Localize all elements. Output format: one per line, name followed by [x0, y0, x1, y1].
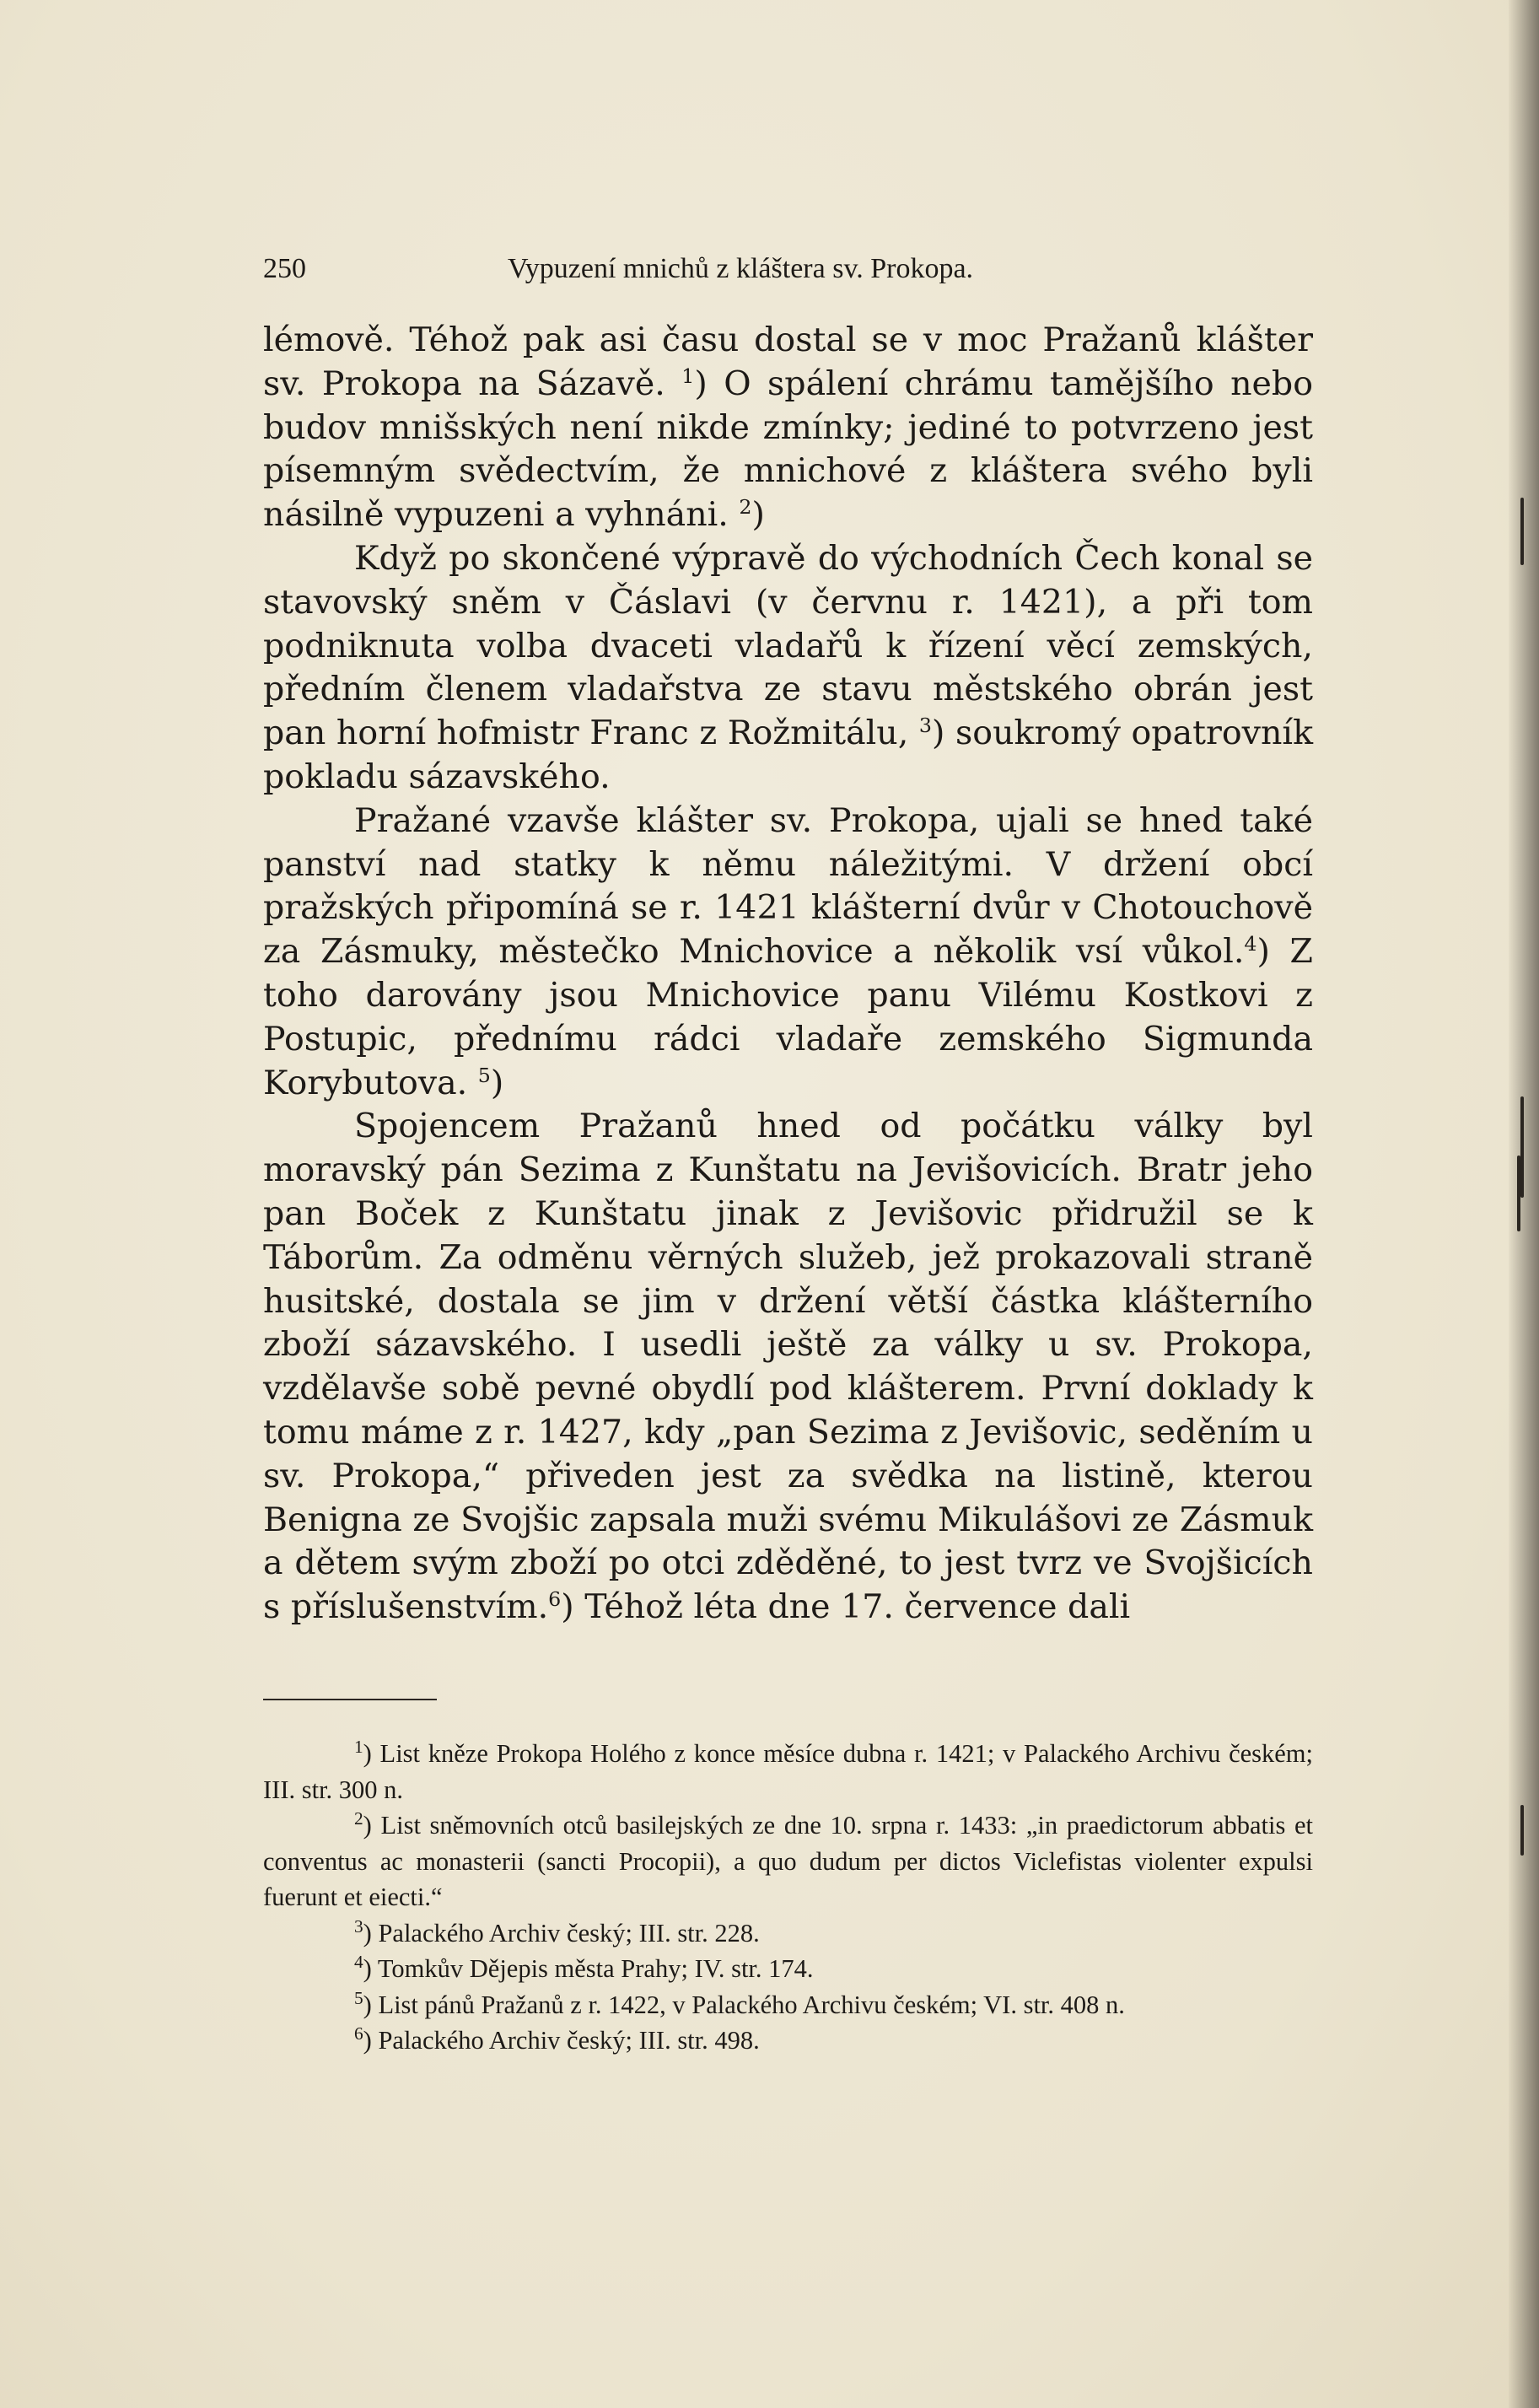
- footnote-number: 2: [354, 1807, 363, 1829]
- footnote-text: ) List kněze Prokopa Holého z konce měsíce dubna r. 1421; v Palackého Archivu českém; III. str. 300 n.: [263, 1739, 1313, 1804]
- paragraph-text: ) O spálení chrámu tamějšího nebo budov mnišských není nikde zmínky; jediné to potvrzeno jest písemným svědectvím, že mnichové z kláštera svého byli násilně vypuzeni a vyhnáni.: [263, 364, 1313, 535]
- paragraph-text: Když po skončené výpravě do východních Čech konal se stavovský sněm v Čáslavi (v červnu r. 1421), a při tom podniknuta volba dvaceti vladařů k řízení věcí zemských, předním členem vladařstva ze stavu městského obrán jest pan horní hofmistr Franc z Rožmitálu,: [263, 538, 1313, 753]
- running-title: Vypuzení mnichů z kláštera sv. Prokopa.: [508, 253, 974, 284]
- paragraph: [263, 537, 1313, 800]
- paragraph-text: lémově. Téhož pak asi času dostal se v moc Pražanů klášter sv. Prokopa na Sázavě.: [263, 321, 1313, 403]
- footnote: [263, 1736, 1313, 1807]
- paragraph-text: Spojencem Pražanů hned od počátku války byl moravský pán Sezima z Kunštatu na Jevišovicích. Bratr jeho pan Boček z Kunštatu jinak z Jevišovic přidružil se k Táborům. Za odměnu věrných služeb, jež prokazovali straně husitské, dostala se jim v držení větší částka klášterního zboží sázavského. I usedli ještě za války u sv. Prokopa, vzdělavše sobě pevné obydlí pod klášterem. První doklady k tomu máme z r. 1427, kdy „pan Sezima z Jevišovic, seděním u sv. Prokopa,“ přiveden jest za svědka na listině, kterou Benigna ze Svojšic zapsala muži svému Mikulášovi ze Zásmuk a dětem svým zboží po otci zděděné, to jest tvrz ve Svojšicích s příslušenstvím.: [263, 1107, 1313, 1627]
- footnote-reference: 2: [739, 495, 752, 520]
- footnote: [263, 1807, 1313, 1915]
- paragraph-text: ) Z toho darovány jsou Mnichovice panu Vilému Kostkovi z Postupic, přednímu rádci vladaře zemského Sigmunda Korybutova.: [263, 932, 1313, 1102]
- footnote-number: 6: [354, 2023, 363, 2044]
- footnote: [263, 1987, 1313, 2023]
- footnote: [263, 1951, 1313, 1987]
- footnote-number: 5: [354, 1987, 363, 2008]
- footnote-text: ) Palackého Archiv český; III. str. 228.: [363, 1918, 760, 1947]
- edge-mark: [1520, 498, 1524, 565]
- footnotes: [263, 1736, 1313, 2059]
- paragraph-text: Pražané vzavše klášter sv. Prokopa, ujali se hned také panství nad statky k němu náležitými. V držení obcí pražských připomíná se r. 1421 klášterní dvůr v Chotouchově za Zásmuky, městečko Mnichovice a několik vsí vůkol.: [263, 800, 1313, 972]
- footnote: [263, 2023, 1313, 2059]
- footnote-number: 4: [354, 1951, 363, 1972]
- page-header: [263, 253, 1309, 295]
- paragraph-text: ) Téhož léta dne 17. července dali: [561, 1587, 1131, 1627]
- body-text: [263, 319, 1313, 1630]
- footnote-reference: 4: [1244, 932, 1257, 956]
- edge-mark: [1517, 1156, 1520, 1231]
- footnote-text: ) Tomkův Dějepis města Prahy; IV. str. 174.: [363, 1954, 814, 1983]
- footnote: [263, 1915, 1313, 1952]
- footnote-number: 1: [354, 1736, 363, 1757]
- footnote-divider: [263, 1699, 437, 1700]
- footnote-reference: 6: [548, 1586, 562, 1611]
- footnote-text: ) List pánů Pražanů z r. 1422, v Palackého Archivu českém; VI. str. 408 n.: [363, 1990, 1125, 2019]
- footnote-text: ) Palackého Archiv český; III. str. 498.: [363, 2026, 760, 2055]
- paragraph: [263, 800, 1313, 1106]
- edge-mark: [1520, 1096, 1524, 1198]
- paragraph: [263, 319, 1313, 537]
- paragraph-text: ) soukromý opatrovník pokladu sázavského.: [263, 714, 1313, 796]
- footnote-reference: 1: [681, 364, 695, 388]
- footnote-reference: 5: [477, 1063, 491, 1087]
- page-number: 250: [263, 253, 306, 284]
- paragraph-text: ): [751, 495, 765, 535]
- footnote-text: ) List sněmovních otců basilejských ze dne 10. srpna r. 1433: „in praedictorum abbatis et conventus ac monasterii (sancti Procopii), a quo dudum per dictos Viclefistas violenter expulsi fuerunt et eiecti.“: [263, 1811, 1313, 1911]
- footnote-number: 3: [354, 1915, 363, 1937]
- paragraph: [263, 1105, 1313, 1630]
- page-binding-shadow: [1509, 0, 1539, 2408]
- paragraph-text: ): [490, 1063, 504, 1102]
- edge-mark: [1520, 1805, 1524, 1856]
- footnote-reference: 3: [918, 714, 932, 738]
